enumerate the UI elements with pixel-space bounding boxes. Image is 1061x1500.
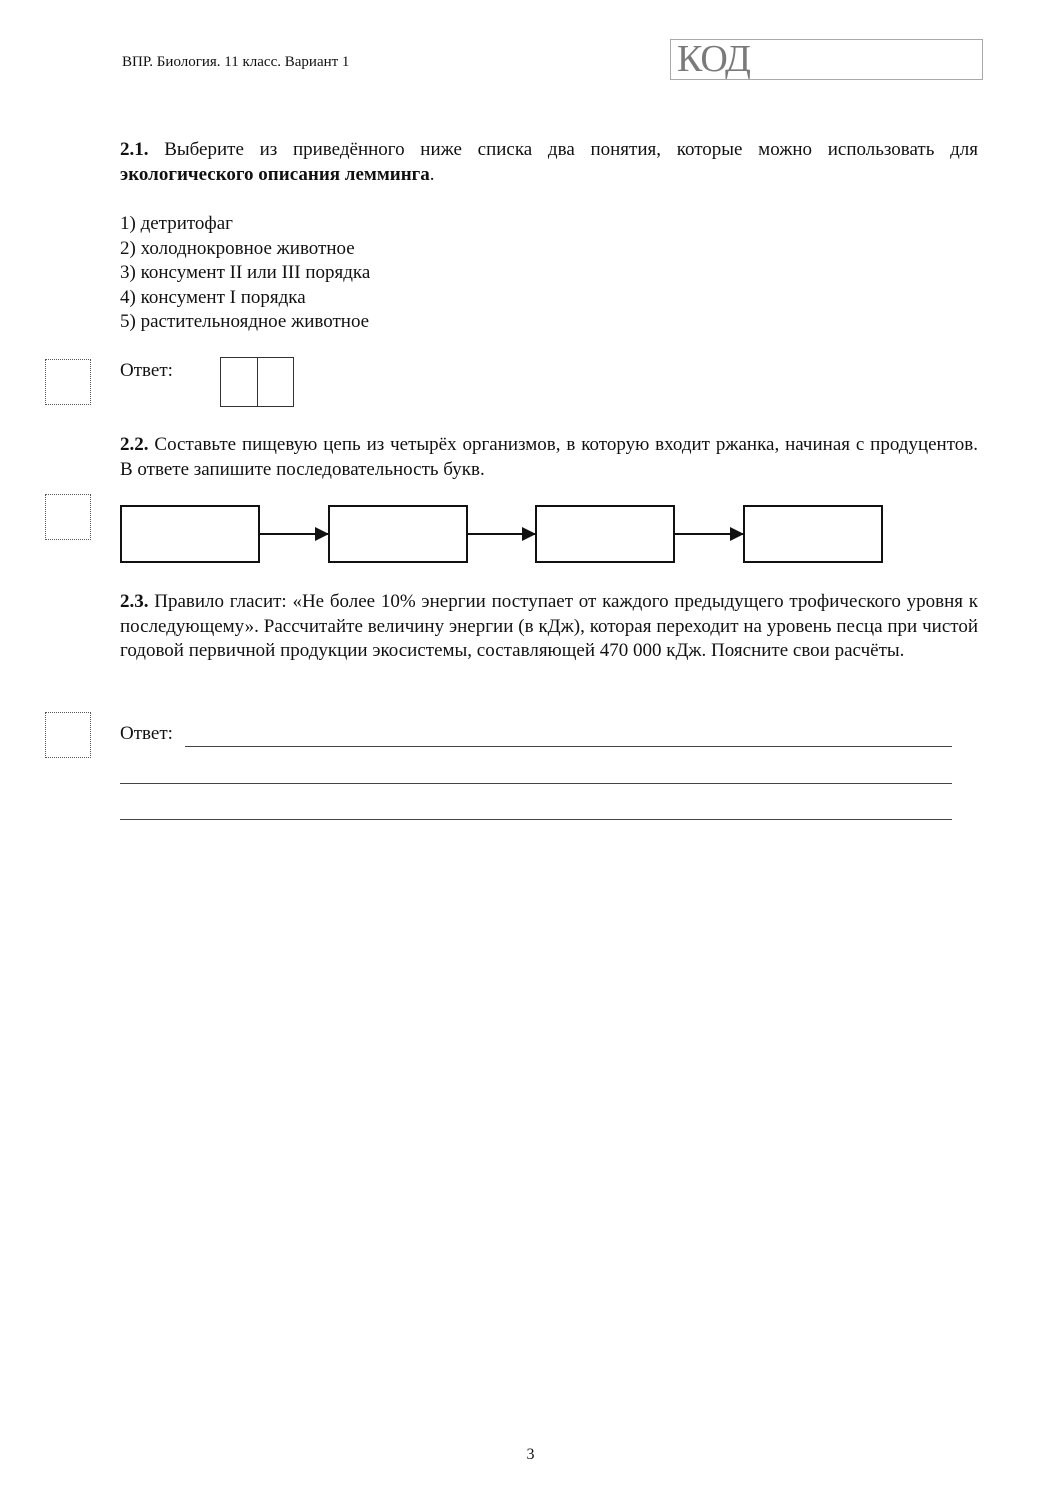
code-field[interactable] <box>670 39 983 80</box>
food-chain-box-3[interactable] <box>535 505 675 563</box>
task-2-3-number: 2.3. <box>120 591 149 612</box>
task-2-2-number: 2.2. <box>120 434 149 455</box>
task-2-2-text: Составьте пищевую цепь из четырёх организмов, в которую входит ржанка, начиная с продуцентов. В ответе запишите последовательность букв. <box>120 434 979 480</box>
score-box-2-3 <box>45 712 91 758</box>
answer-cell-1[interactable] <box>221 358 257 406</box>
food-chain-box-4[interactable] <box>743 505 883 563</box>
answer-cell-2[interactable] <box>257 358 293 406</box>
code-label: КОД <box>677 38 750 80</box>
task-2-1-answer-cells <box>220 357 294 407</box>
answer-line-3[interactable] <box>120 819 952 820</box>
food-chain-box-1[interactable] <box>120 505 260 563</box>
score-box-2-2 <box>45 494 91 540</box>
task-2-1-number: 2.1. <box>120 139 149 160</box>
task-2-2-prompt <box>120 433 978 482</box>
answer-line-2[interactable] <box>120 783 952 784</box>
option-item: 3) консумент II или III порядка <box>120 262 371 283</box>
task-2-1-bold-text: экологического описания лемминга <box>120 163 430 185</box>
task-2-3-prompt <box>120 590 978 664</box>
option-item: 1) детритофаг <box>120 213 233 234</box>
task-2-1-answer-label: Ответ: <box>120 360 173 381</box>
arrow-right-icon <box>260 533 328 535</box>
task-2-1-text: Выберите из приведённого ниже списка два понятия, которые можно использовать для <box>164 139 978 160</box>
score-box-2-1 <box>45 359 91 405</box>
arrow-right-icon <box>468 533 535 535</box>
option-item: 4) консумент I порядка <box>120 286 306 308</box>
task-2-3-text: Правило гласит: «Не более 10% энергии поступает от каждого предыдущего трофического уровня к последующему». Рассчитайте величину энергии (в кДж), которая переходит на уровень песца при чистой годовой первичной продукции экосистемы, составляющей 470 000 кДж. Поясните свои расчёты. <box>120 591 978 661</box>
food-chain-box-2[interactable] <box>328 505 468 563</box>
arrow-right-icon <box>675 533 743 535</box>
task-2-1-options <box>120 212 370 335</box>
task-2-1-prompt: 2.1. Выберите из приведённого ниже списка два понятия, которые можно использовать для экологического описания лемминга. <box>120 139 978 185</box>
option-item: 5) растительноядное животное <box>120 311 370 332</box>
option-item: 2) холоднокровное животное <box>120 237 355 259</box>
page-number: 3 <box>526 1446 535 1463</box>
answer-line-1[interactable] <box>185 746 952 747</box>
task-2-3-answer-label: Ответ: <box>120 723 173 744</box>
header-title: ВПР. Биология. 11 класс. Вариант 1 <box>122 54 350 70</box>
